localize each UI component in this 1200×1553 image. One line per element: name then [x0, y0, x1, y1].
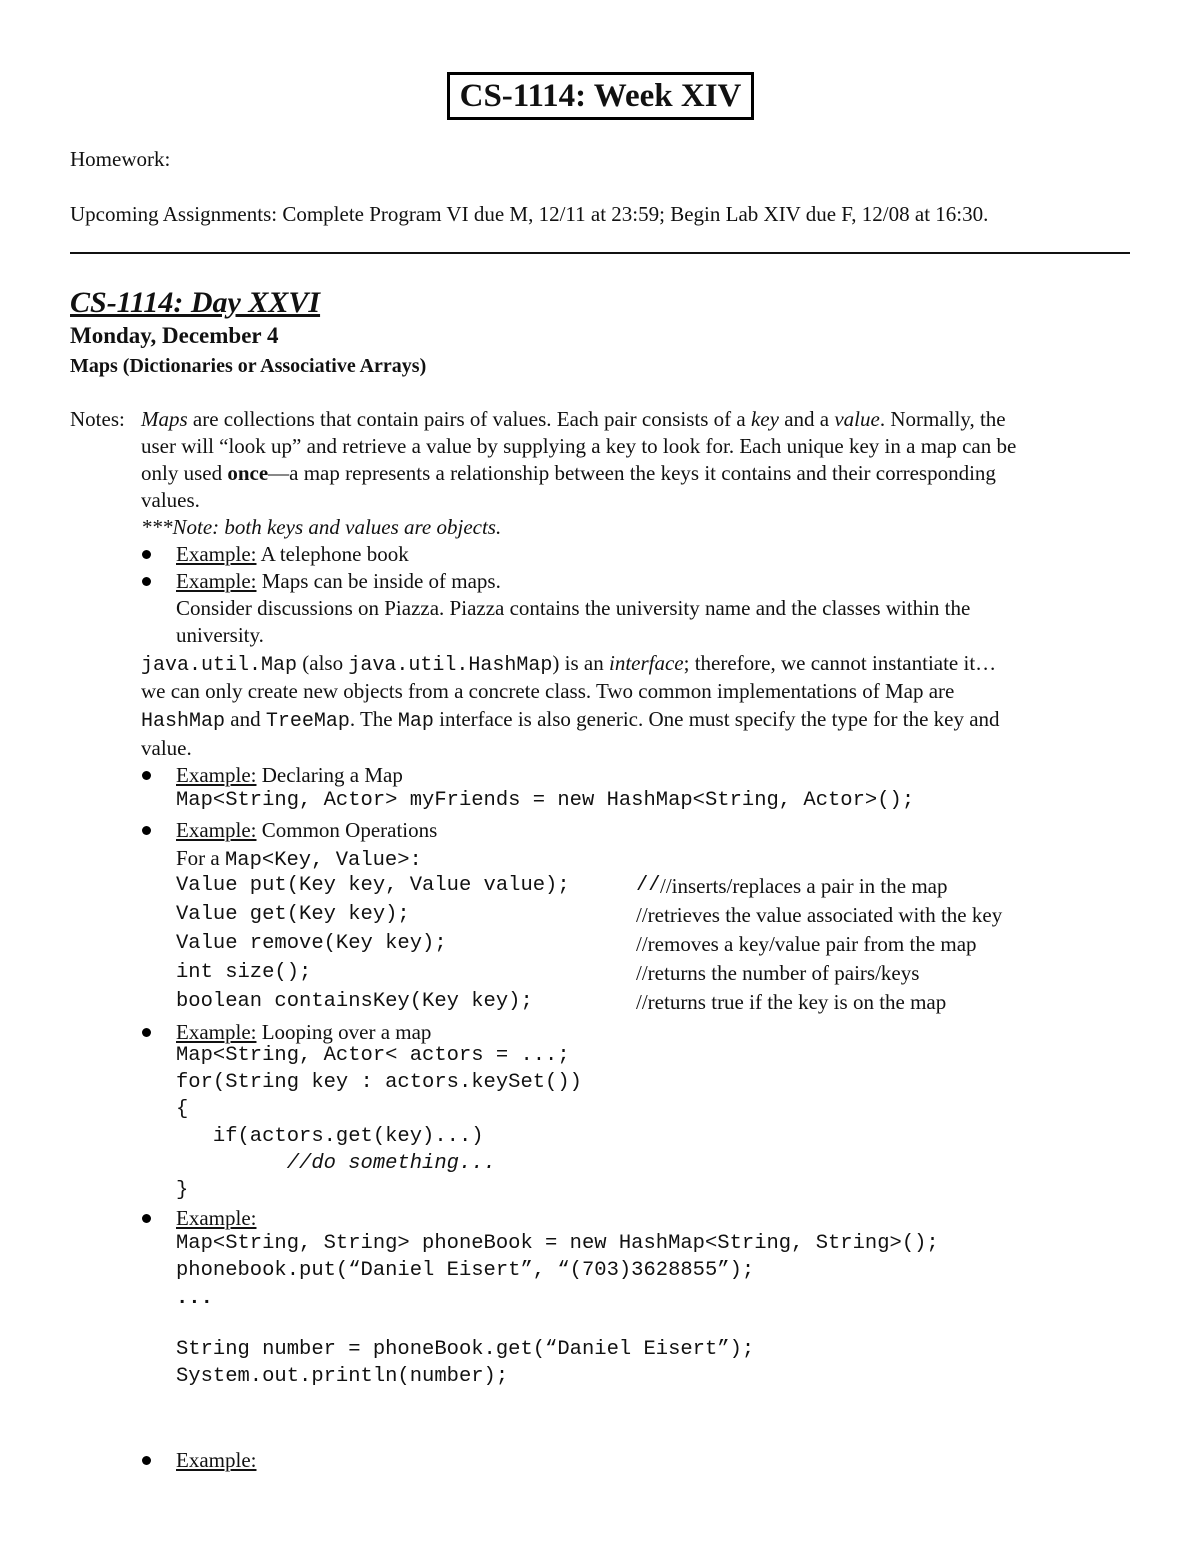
code-line: Map<String, String> phoneBook = new HashMap<String, String>(); — [176, 1232, 939, 1255]
day-topic: Maps (Dictionaries or Associative Arrays) — [70, 355, 427, 377]
bullet-icon — [142, 1456, 151, 1465]
code-line: } — [176, 1179, 189, 1202]
example-nested-maps: Example: Maps can be inside of maps. — [176, 569, 501, 593]
code-line: ... — [176, 1287, 213, 1310]
code-line: //do something... — [176, 1152, 496, 1175]
bullet-icon — [142, 826, 151, 835]
bullet-icon — [142, 771, 151, 780]
example-for-map: For a Map<Key, Value>: — [176, 846, 422, 872]
example-text-line: university. — [176, 623, 264, 647]
code-comment: // — [636, 874, 661, 897]
code-line: boolean containsKey(Key key); — [176, 990, 533, 1013]
note-objects: ***Note: both keys and values are objects. — [141, 515, 502, 539]
code-line: phonebook.put(“Daniel Eisert”, “(703)3628855”); — [176, 1259, 755, 1282]
example-final: Example: — [176, 1448, 257, 1472]
code-comment: //removes a key/value pair from the map — [636, 932, 977, 956]
interface-paragraph-line: java.util.Map (also java.util.HashMap) is an interface; therefore, we cannot instantiate it… — [141, 651, 997, 677]
day-title: CS-1114: Day XXVI — [70, 286, 321, 319]
notes-paragraph-line: Maps are collections that contain pairs of values. Each pair consists of a key and a value. Normally, the — [141, 407, 1006, 431]
code-comment: //inserts/replaces a pair in the map — [660, 874, 948, 898]
code-line: Map<String, Actor< actors = ...; — [176, 1044, 570, 1067]
example-telephone: Example: A telephone book — [176, 542, 409, 566]
bullet-icon — [142, 1214, 151, 1223]
bullet-icon — [142, 577, 151, 586]
example-looping: Example: Looping over a map — [176, 1020, 432, 1044]
notes-paragraph-line: only used once—a map represents a relationship between the keys it contains and their corresponding — [141, 461, 996, 485]
interface-paragraph-line: HashMap and TreeMap. The Map interface is also generic. One must specify the type for the key and — [141, 707, 1000, 733]
upcoming-assignments: Upcoming Assignments: Complete Program VI due M, 12/11 at 23:59; Begin Lab XIV due F, 12/08 at 16:30. — [70, 202, 989, 226]
code-line: { — [176, 1098, 189, 1121]
code-comment: //returns the number of pairs/keys — [636, 961, 920, 985]
code-line: Value put(Key key, Value value); — [176, 874, 570, 897]
code-comment: //returns true if the key is on the map — [636, 990, 947, 1014]
code-line: Value remove(Key key); — [176, 932, 447, 955]
bullet-icon — [142, 1028, 151, 1037]
notes-paragraph-line: values. — [141, 488, 200, 512]
homework-label: Homework: — [70, 147, 171, 171]
page-title: CS-1114: Week XIV — [447, 72, 754, 120]
code-line: Map<String, Actor> myFriends = new HashMap<String, Actor>(); — [176, 789, 915, 812]
code-line: for(String key : actors.keySet()) — [176, 1071, 582, 1094]
interface-paragraph-line: value. — [141, 736, 192, 760]
example-text-line: Consider discussions on Piazza. Piazza contains the university name and the classes within the — [176, 596, 971, 620]
interface-paragraph-line: we can only create new objects from a concrete class. Two common implementations of Map are — [141, 679, 955, 703]
code-line: System.out.println(number); — [176, 1365, 509, 1388]
day-date: Monday, December 4 — [70, 323, 279, 348]
code-line: int size(); — [176, 961, 312, 984]
example-operations: Example: Common Operations — [176, 818, 438, 842]
code-line: String number = phoneBook.get(“Daniel Eisert”); — [176, 1338, 755, 1361]
example-declaring: Example: Declaring a Map — [176, 763, 403, 787]
code-line: Value get(Key key); — [176, 903, 410, 926]
code-line: if(actors.get(key)...) — [176, 1125, 484, 1148]
code-comment: //retrieves the value associated with the key — [636, 903, 1003, 927]
bullet-icon — [142, 550, 151, 559]
notes-paragraph-line: user will “look up” and retrieve a value by supplying a key to look for. Each unique key in a map can be — [141, 434, 1017, 458]
horizontal-rule — [70, 252, 1130, 254]
example-phonebook: Example: — [176, 1206, 257, 1230]
notes-label: Notes: — [70, 407, 125, 431]
